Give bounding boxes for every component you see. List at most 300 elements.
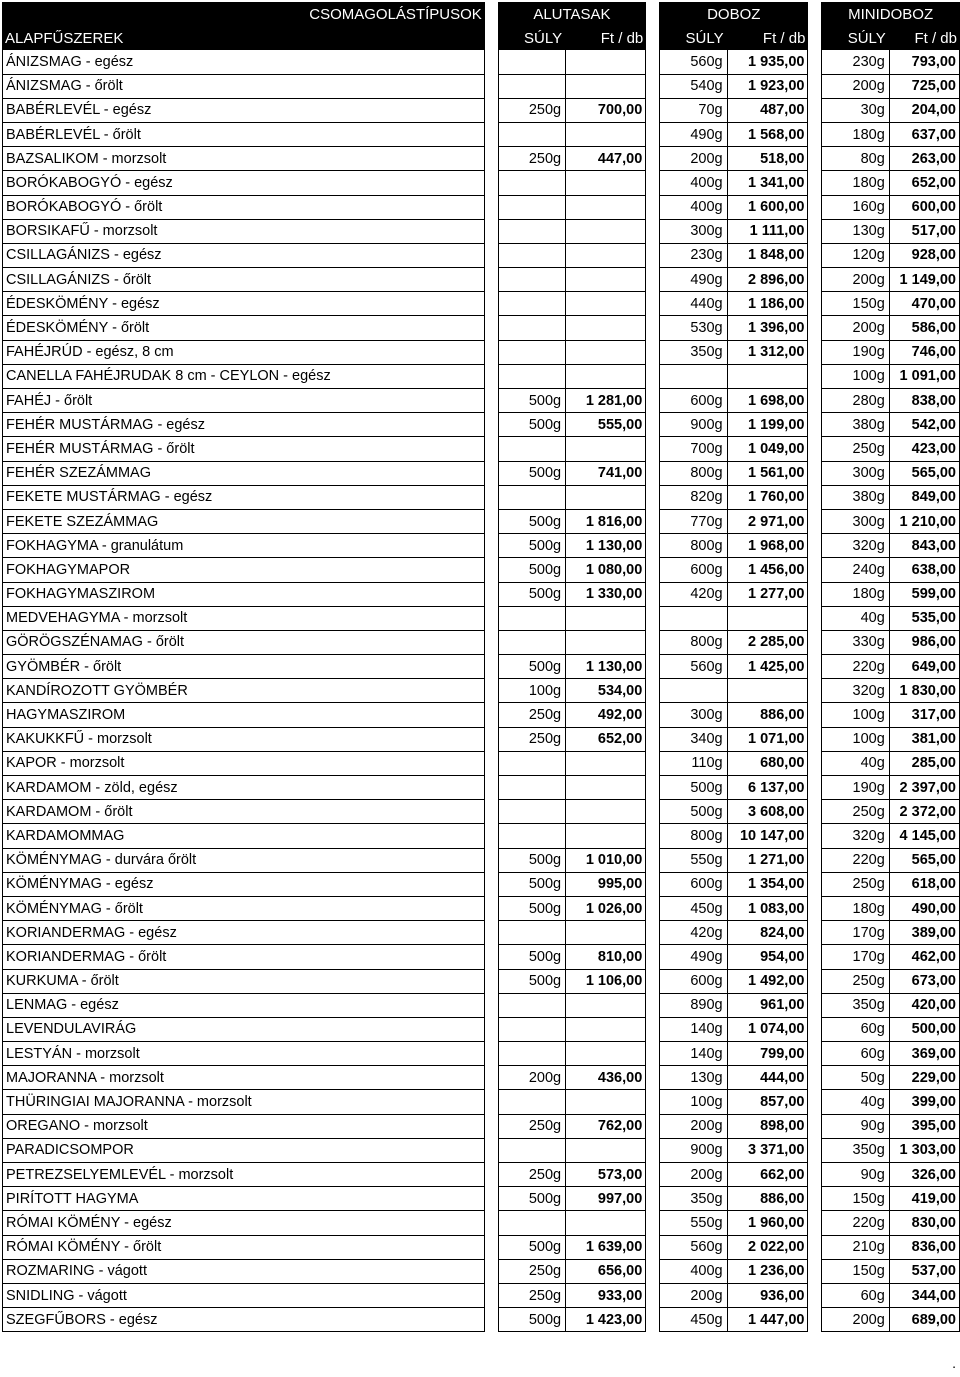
doboz-weight: 550g — [659, 849, 727, 873]
alutasak-weight: 500g — [498, 558, 566, 582]
minidoboz-price: 565,00 — [889, 849, 960, 873]
alutasak-weight: 250g — [498, 1260, 566, 1284]
product-name: FEKETE SZEZÁMMAG — [2, 510, 485, 534]
doboz-price: 1 698,00 — [727, 389, 809, 413]
footer-mark: . — [952, 1355, 956, 1371]
alutasak-price: 492,00 — [565, 703, 646, 727]
doboz-price: 1 186,00 — [727, 292, 809, 316]
minidoboz-weight: 350g — [821, 1139, 889, 1163]
doboz-price — [727, 679, 809, 703]
alutasak-price — [565, 921, 646, 945]
table-row — [2, 607, 960, 631]
doboz-weight: 420g — [659, 921, 727, 945]
minidoboz-price: 204,00 — [889, 99, 960, 123]
col-header-price: Ft / db — [727, 26, 809, 50]
alutasak-price: 933,00 — [565, 1284, 646, 1308]
alutasak-price — [565, 1211, 646, 1235]
doboz-price: 3 608,00 — [727, 800, 809, 824]
alutasak-price: 1 130,00 — [565, 655, 646, 679]
doboz-weight: 70g — [659, 99, 727, 123]
minidoboz-weight: 250g — [821, 970, 889, 994]
doboz-price: 961,00 — [727, 994, 809, 1018]
table-row — [2, 196, 960, 220]
alutasak-weight — [498, 486, 566, 510]
doboz-price: 662,00 — [727, 1163, 809, 1187]
group-header-doboz: DOBOZ — [659, 2, 808, 26]
alutasak-price: 1 281,00 — [565, 389, 646, 413]
doboz-weight: 900g — [659, 413, 727, 437]
alutasak-price: 1 130,00 — [565, 534, 646, 558]
product-name: BABÉRLEVÉL - őrölt — [2, 123, 485, 147]
alutasak-weight — [498, 800, 566, 824]
table-row — [2, 389, 960, 413]
alutasak-weight — [498, 123, 566, 147]
minidoboz-weight: 90g — [821, 1163, 889, 1187]
alutasak-weight — [498, 1139, 566, 1163]
table-row — [2, 437, 960, 461]
product-name: FAHÉJRÚD - egész, 8 cm — [2, 341, 485, 365]
product-name: FOKHAGYMAPOR — [2, 558, 485, 582]
doboz-weight: 600g — [659, 558, 727, 582]
alutasak-price: 1 816,00 — [565, 510, 646, 534]
product-name: BAZSALIKOM - morzsolt — [2, 147, 485, 171]
doboz-weight: 100g — [659, 1090, 727, 1114]
product-name: KORIANDERMAG - egész — [2, 921, 485, 945]
doboz-weight: 700g — [659, 437, 727, 461]
col-header-price: Ft / db — [889, 26, 960, 50]
minidoboz-weight: 50g — [821, 1066, 889, 1090]
minidoboz-price: 462,00 — [889, 945, 960, 969]
doboz-weight: 400g — [659, 196, 727, 220]
table-row — [2, 413, 960, 437]
doboz-price: 1 074,00 — [727, 1018, 809, 1042]
table-row — [2, 1260, 960, 1284]
alutasak-price — [565, 244, 646, 268]
alutasak-price: 436,00 — [565, 1066, 646, 1090]
table-row — [2, 873, 960, 897]
product-name: GÖRÖGSZÉNAMAG - őrölt — [2, 631, 485, 655]
alutasak-weight: 500g — [498, 510, 566, 534]
minidoboz-weight: 250g — [821, 437, 889, 461]
product-name: THÜRINGIAI MAJORANNA - morzsolt — [2, 1090, 485, 1114]
alutasak-price: 1 080,00 — [565, 558, 646, 582]
alutasak-price: 656,00 — [565, 1260, 646, 1284]
table-row — [2, 1163, 960, 1187]
doboz-price: 1 923,00 — [727, 75, 809, 99]
alutasak-price — [565, 123, 646, 147]
doboz-weight: 490g — [659, 945, 727, 969]
product-name: CSILLAGÁNIZS - őrölt — [2, 268, 485, 292]
doboz-price: 1 561,00 — [727, 462, 809, 486]
minidoboz-price: 419,00 — [889, 1187, 960, 1211]
doboz-price: 1 456,00 — [727, 558, 809, 582]
minidoboz-price: 285,00 — [889, 752, 960, 776]
product-name: KARDAMOM - zöld, egész — [2, 776, 485, 800]
minidoboz-price: 537,00 — [889, 1260, 960, 1284]
doboz-weight: 600g — [659, 389, 727, 413]
minidoboz-weight: 100g — [821, 703, 889, 727]
minidoboz-weight: 300g — [821, 462, 889, 486]
product-name: RÓMAI KÖMÉNY - egész — [2, 1211, 485, 1235]
minidoboz-price: 638,00 — [889, 558, 960, 582]
product-name: RÓMAI KÖMÉNY - őrölt — [2, 1236, 485, 1260]
table-row — [2, 994, 960, 1018]
alutasak-weight: 500g — [498, 389, 566, 413]
minidoboz-weight: 170g — [821, 921, 889, 945]
alutasak-price — [565, 824, 646, 848]
minidoboz-price: 500,00 — [889, 1018, 960, 1042]
doboz-weight: 140g — [659, 1042, 727, 1066]
table-row — [2, 1308, 960, 1332]
minidoboz-price: 490,00 — [889, 897, 960, 921]
doboz-weight — [659, 607, 727, 631]
minidoboz-price: 317,00 — [889, 703, 960, 727]
alutasak-weight: 250g — [498, 99, 566, 123]
doboz-weight: 490g — [659, 123, 727, 147]
doboz-price: 1 492,00 — [727, 970, 809, 994]
doboz-price: 1 447,00 — [727, 1308, 809, 1332]
alutasak-price — [565, 365, 646, 389]
table-row — [2, 50, 960, 74]
alutasak-weight — [498, 1211, 566, 1235]
doboz-price: 936,00 — [727, 1284, 809, 1308]
alutasak-weight — [498, 341, 566, 365]
minidoboz-price: 1 091,00 — [889, 365, 960, 389]
doboz-weight: 800g — [659, 534, 727, 558]
product-name: SNIDLING - vágott — [2, 1284, 485, 1308]
table-row — [2, 631, 960, 655]
table-row — [2, 728, 960, 752]
minidoboz-price: 746,00 — [889, 341, 960, 365]
doboz-price: 1 425,00 — [727, 655, 809, 679]
doboz-price: 886,00 — [727, 1187, 809, 1211]
doboz-weight: 340g — [659, 728, 727, 752]
group-header-minidoboz: MINIDOBOZ — [821, 2, 960, 26]
doboz-weight: 560g — [659, 50, 727, 74]
alutasak-price — [565, 268, 646, 292]
product-name: KÖMÉNYMAG - őrölt — [2, 897, 485, 921]
alutasak-weight — [498, 1018, 566, 1042]
alutasak-weight — [498, 75, 566, 99]
minidoboz-weight: 100g — [821, 365, 889, 389]
alutasak-price — [565, 800, 646, 824]
group-header-alutasak: ALUTASAK — [498, 2, 647, 26]
doboz-weight — [659, 679, 727, 703]
doboz-price: 3 371,00 — [727, 1139, 809, 1163]
minidoboz-weight: 320g — [821, 679, 889, 703]
minidoboz-weight: 180g — [821, 897, 889, 921]
product-rows — [2, 50, 960, 1332]
product-name: ÉDESKÖMÉNY - egész — [2, 292, 485, 316]
alutasak-weight: 500g — [498, 849, 566, 873]
minidoboz-price: 1 210,00 — [889, 510, 960, 534]
product-name: LENMAG - egész — [2, 994, 485, 1018]
col-header-price: Ft / db — [565, 26, 646, 50]
alutasak-price — [565, 220, 646, 244]
minidoboz-weight: 350g — [821, 994, 889, 1018]
doboz-price — [727, 607, 809, 631]
alutasak-price — [565, 196, 646, 220]
alutasak-price — [565, 1042, 646, 1066]
table-row — [2, 171, 960, 195]
minidoboz-price: 836,00 — [889, 1236, 960, 1260]
doboz-price: 898,00 — [727, 1115, 809, 1139]
doboz-price: 1 111,00 — [727, 220, 809, 244]
alutasak-weight: 500g — [498, 945, 566, 969]
alutasak-weight: 250g — [498, 147, 566, 171]
product-name: ÁNIZSMAG - egész — [2, 50, 485, 74]
product-name: ÉDESKÖMÉNY - őrölt — [2, 316, 485, 340]
alutasak-price — [565, 75, 646, 99]
minidoboz-price: 986,00 — [889, 631, 960, 655]
minidoboz-price: 420,00 — [889, 994, 960, 1018]
doboz-price: 824,00 — [727, 921, 809, 945]
product-name: ROZMARING - vágott — [2, 1260, 485, 1284]
alutasak-weight: 500g — [498, 655, 566, 679]
minidoboz-weight: 210g — [821, 1236, 889, 1260]
doboz-weight — [659, 365, 727, 389]
doboz-weight: 500g — [659, 776, 727, 800]
product-name: PETREZSELYEMLEVÉL - morzsolt — [2, 1163, 485, 1187]
minidoboz-weight: 220g — [821, 1211, 889, 1235]
doboz-price: 857,00 — [727, 1090, 809, 1114]
minidoboz-weight: 120g — [821, 244, 889, 268]
doboz-price: 10 147,00 — [727, 824, 809, 848]
doboz-price: 1 960,00 — [727, 1211, 809, 1235]
product-name: FEHÉR SZEZÁMMAG — [2, 462, 485, 486]
doboz-weight: 540g — [659, 75, 727, 99]
table-row — [2, 1066, 960, 1090]
product-name: FOKHAGYMA - granulátum — [2, 534, 485, 558]
table-row — [2, 558, 960, 582]
product-name: LEVENDULAVIRÁG — [2, 1018, 485, 1042]
table-row — [2, 1139, 960, 1163]
table-row — [2, 268, 960, 292]
minidoboz-weight: 320g — [821, 534, 889, 558]
table-row — [2, 752, 960, 776]
minidoboz-price: 2 372,00 — [889, 800, 960, 824]
minidoboz-price: 830,00 — [889, 1211, 960, 1235]
table-row — [2, 1187, 960, 1211]
doboz-price: 886,00 — [727, 703, 809, 727]
alutasak-price — [565, 776, 646, 800]
minidoboz-weight: 150g — [821, 292, 889, 316]
alutasak-price — [565, 1018, 646, 1042]
alutasak-price: 762,00 — [565, 1115, 646, 1139]
product-name: HAGYMASZIROM — [2, 703, 485, 727]
header-row-groups — [2, 2, 960, 26]
minidoboz-price: 652,00 — [889, 171, 960, 195]
header-row-columns — [2, 26, 960, 50]
alutasak-weight: 500g — [498, 1308, 566, 1332]
table-row — [2, 1284, 960, 1308]
doboz-price: 799,00 — [727, 1042, 809, 1066]
table-row — [2, 655, 960, 679]
table-row — [2, 486, 960, 510]
minidoboz-price: 399,00 — [889, 1090, 960, 1114]
minidoboz-weight: 180g — [821, 583, 889, 607]
minidoboz-price: 586,00 — [889, 316, 960, 340]
table-row — [2, 945, 960, 969]
doboz-weight: 200g — [659, 1115, 727, 1139]
alutasak-weight — [498, 921, 566, 945]
doboz-weight: 440g — [659, 292, 727, 316]
minidoboz-weight: 250g — [821, 800, 889, 824]
product-name: FEKETE MUSTÁRMAG - egész — [2, 486, 485, 510]
doboz-weight: 560g — [659, 655, 727, 679]
minidoboz-weight: 200g — [821, 268, 889, 292]
product-name: BORSIKAFŰ - morzsolt — [2, 220, 485, 244]
product-name: PIRÍTOTT HAGYMA — [2, 1187, 485, 1211]
alutasak-weight: 250g — [498, 1163, 566, 1187]
alutasak-price: 741,00 — [565, 462, 646, 486]
doboz-weight: 420g — [659, 583, 727, 607]
alutasak-weight: 500g — [498, 583, 566, 607]
doboz-price: 1 083,00 — [727, 897, 809, 921]
table-row — [2, 1115, 960, 1139]
alutasak-price — [565, 292, 646, 316]
minidoboz-price: 381,00 — [889, 728, 960, 752]
doboz-price: 6 137,00 — [727, 776, 809, 800]
minidoboz-weight: 60g — [821, 1284, 889, 1308]
doboz-price: 1 199,00 — [727, 413, 809, 437]
minidoboz-weight: 90g — [821, 1115, 889, 1139]
doboz-weight: 230g — [659, 244, 727, 268]
doboz-price: 518,00 — [727, 147, 809, 171]
doboz-weight: 200g — [659, 1284, 727, 1308]
col-header-weight: SÚLY — [821, 26, 889, 50]
doboz-weight: 300g — [659, 220, 727, 244]
doboz-weight: 800g — [659, 631, 727, 655]
table-row — [2, 1211, 960, 1235]
alutasak-weight — [498, 607, 566, 631]
product-name: KAPOR - morzsolt — [2, 752, 485, 776]
minidoboz-weight: 200g — [821, 1308, 889, 1332]
table-row — [2, 341, 960, 365]
minidoboz-weight: 280g — [821, 389, 889, 413]
doboz-weight: 490g — [659, 268, 727, 292]
minidoboz-price: 517,00 — [889, 220, 960, 244]
doboz-weight: 110g — [659, 752, 727, 776]
table-row — [2, 510, 960, 534]
alutasak-price: 1 423,00 — [565, 1308, 646, 1332]
doboz-weight: 820g — [659, 486, 727, 510]
minidoboz-weight: 380g — [821, 486, 889, 510]
table-row — [2, 921, 960, 945]
alutasak-price: 1 026,00 — [565, 897, 646, 921]
minidoboz-weight: 180g — [821, 123, 889, 147]
doboz-price: 1 071,00 — [727, 728, 809, 752]
minidoboz-price: 618,00 — [889, 873, 960, 897]
product-name: BORÓKABOGYÓ - őrölt — [2, 196, 485, 220]
alutasak-price: 810,00 — [565, 945, 646, 969]
minidoboz-weight: 230g — [821, 50, 889, 74]
doboz-price — [727, 365, 809, 389]
doboz-weight: 890g — [659, 994, 727, 1018]
alutasak-weight: 500g — [498, 1236, 566, 1260]
table-row — [2, 970, 960, 994]
alutasak-weight — [498, 994, 566, 1018]
minidoboz-weight: 100g — [821, 728, 889, 752]
product-name: FAHÉJ - őrölt — [2, 389, 485, 413]
alutasak-weight: 500g — [498, 413, 566, 437]
doboz-weight: 350g — [659, 1187, 727, 1211]
table-row — [2, 75, 960, 99]
product-name: MEDVEHAGYMA - morzsolt — [2, 607, 485, 631]
minidoboz-weight: 220g — [821, 655, 889, 679]
doboz-price: 1 341,00 — [727, 171, 809, 195]
product-name: KAKUKKFŰ - morzsolt — [2, 728, 485, 752]
doboz-weight: 550g — [659, 1211, 727, 1235]
alutasak-weight: 250g — [498, 1284, 566, 1308]
doboz-weight: 140g — [659, 1018, 727, 1042]
product-name: FOKHAGYMASZIROM — [2, 583, 485, 607]
table-row — [2, 703, 960, 727]
alutasak-weight — [498, 776, 566, 800]
minidoboz-weight: 240g — [821, 558, 889, 582]
minidoboz-price: 637,00 — [889, 123, 960, 147]
doboz-price: 1 354,00 — [727, 873, 809, 897]
alutasak-price — [565, 1139, 646, 1163]
product-name: KÖMÉNYMAG - durvára őrölt — [2, 849, 485, 873]
alutasak-price: 652,00 — [565, 728, 646, 752]
alutasak-weight: 100g — [498, 679, 566, 703]
alutasak-price: 555,00 — [565, 413, 646, 437]
minidoboz-price: 1 830,00 — [889, 679, 960, 703]
table-row — [2, 1042, 960, 1066]
minidoboz-weight: 150g — [821, 1260, 889, 1284]
minidoboz-price: 389,00 — [889, 921, 960, 945]
minidoboz-price: 793,00 — [889, 50, 960, 74]
minidoboz-price: 725,00 — [889, 75, 960, 99]
minidoboz-weight: 380g — [821, 413, 889, 437]
alutasak-weight: 500g — [498, 1187, 566, 1211]
product-name: SZEGFŰBORS - egész — [2, 1308, 485, 1332]
minidoboz-price: 229,00 — [889, 1066, 960, 1090]
alutasak-weight: 500g — [498, 897, 566, 921]
product-name: KÖMÉNYMAG - egész — [2, 873, 485, 897]
alutasak-price — [565, 486, 646, 510]
minidoboz-price: 470,00 — [889, 292, 960, 316]
alutasak-weight: 500g — [498, 873, 566, 897]
doboz-weight: 600g — [659, 970, 727, 994]
table-row — [2, 292, 960, 316]
alutasak-price — [565, 171, 646, 195]
doboz-price: 2 896,00 — [727, 268, 809, 292]
doboz-weight: 530g — [659, 316, 727, 340]
doboz-price: 2 971,00 — [727, 510, 809, 534]
table-row — [2, 123, 960, 147]
minidoboz-weight: 40g — [821, 607, 889, 631]
alutasak-weight: 250g — [498, 1115, 566, 1139]
alutasak-weight — [498, 268, 566, 292]
alutasak-weight: 250g — [498, 703, 566, 727]
minidoboz-price: 649,00 — [889, 655, 960, 679]
alutasak-weight — [498, 220, 566, 244]
product-name: CANELLA FAHÉJRUDAK 8 cm - CEYLON - egész — [2, 365, 485, 389]
minidoboz-price: 344,00 — [889, 1284, 960, 1308]
product-name: LESTYÁN - morzsolt — [2, 1042, 485, 1066]
product-name: MAJORANNA - morzsolt — [2, 1066, 485, 1090]
alutasak-price — [565, 50, 646, 74]
minidoboz-weight: 320g — [821, 824, 889, 848]
minidoboz-price: 369,00 — [889, 1042, 960, 1066]
alutasak-weight: 500g — [498, 534, 566, 558]
minidoboz-weight: 330g — [821, 631, 889, 655]
doboz-price: 1 600,00 — [727, 196, 809, 220]
alutasak-price — [565, 437, 646, 461]
doboz-weight: 900g — [659, 1139, 727, 1163]
